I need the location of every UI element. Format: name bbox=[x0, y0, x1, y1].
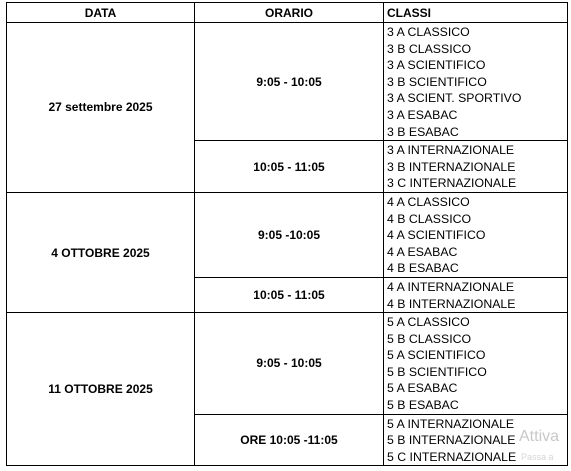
date-cell: 11 OTTOBRE 2025 bbox=[7, 313, 195, 466]
table-row bbox=[7, 313, 568, 415]
time-cell: 9:05 - 10:05 bbox=[195, 23, 384, 141]
classes-cell bbox=[384, 23, 568, 141]
class-entry: 4 A CLASSICO bbox=[387, 194, 470, 209]
class-entry: 5 B ESABAC bbox=[387, 398, 459, 413]
class-entry: 5 A CLASSICO bbox=[387, 315, 470, 330]
schedule-table bbox=[6, 2, 568, 466]
class-entry: 5 B INTERNAZIONALE bbox=[387, 433, 516, 448]
time-cell: 9:05 - 10:05 bbox=[195, 313, 384, 415]
class-entry: 5 C INTERNAZIONALE bbox=[387, 449, 517, 464]
table-row bbox=[7, 192, 568, 277]
class-entry: 5 A SCIENTIFICO bbox=[387, 348, 486, 363]
class-entry: 3 B INTERNAZIONALE bbox=[387, 159, 516, 174]
class-entry: 4 B INTERNAZIONALE bbox=[387, 296, 516, 311]
schedule-body bbox=[7, 23, 568, 466]
time-cell: 9:05 -10:05 bbox=[195, 192, 384, 277]
classes-cell bbox=[384, 141, 568, 193]
time-cell: 10:05 - 11:05 bbox=[195, 141, 384, 193]
class-entry: 3 C INTERNAZIONALE bbox=[387, 176, 517, 191]
class-entry: 5 B SCIENTIFICO bbox=[387, 364, 487, 379]
activation-watermark: Attiva bbox=[519, 428, 560, 445]
class-entry: 3 B SCIENTIFICO bbox=[387, 74, 487, 89]
class-entry: 5 A INTERNAZIONALE bbox=[387, 416, 515, 431]
time-cell: 10:05 - 11:05 bbox=[195, 277, 384, 312]
class-entry: 3 A CLASSICO bbox=[387, 25, 470, 39]
class-entry: 4 B ESABAC bbox=[387, 261, 459, 276]
date-cell: 4 OTTOBRE 2025 bbox=[7, 192, 195, 312]
date-cell: 27 settembre 2025 bbox=[7, 23, 195, 193]
class-entry: 3 A ESABAC bbox=[387, 107, 458, 122]
header-classi: CLASSI bbox=[384, 3, 568, 23]
class-entry: 4 A ESABAC bbox=[387, 244, 458, 259]
header-orario: ORARIO bbox=[195, 3, 384, 23]
header-row bbox=[7, 3, 568, 23]
class-entry: 4 A SCIENTIFICO bbox=[387, 228, 486, 243]
class-entry: 5 A ESABAC bbox=[387, 381, 458, 396]
activation-watermark-subtext: Passa a bbox=[521, 452, 554, 462]
time-cell: ORE 10:05 -11:05 bbox=[195, 414, 384, 466]
class-entry: 3 B CLASSICO bbox=[387, 41, 472, 56]
class-entry: 4 A INTERNAZIONALE bbox=[387, 279, 515, 294]
class-entry: 3 B ESABAC bbox=[387, 124, 459, 139]
table-row bbox=[7, 23, 568, 141]
class-entry: 3 A SCIENT. SPORTIVO bbox=[387, 91, 522, 106]
class-entry: 3 A INTERNAZIONALE bbox=[387, 143, 515, 158]
class-entry: 4 B CLASSICO bbox=[387, 211, 472, 226]
class-entry: 5 B CLASSICO bbox=[387, 331, 472, 346]
classes-cell bbox=[384, 277, 568, 312]
classes-cell bbox=[384, 192, 568, 277]
class-entry: 3 A SCIENTIFICO bbox=[387, 58, 486, 73]
header-data: DATA bbox=[7, 3, 195, 23]
classes-cell bbox=[384, 313, 568, 415]
